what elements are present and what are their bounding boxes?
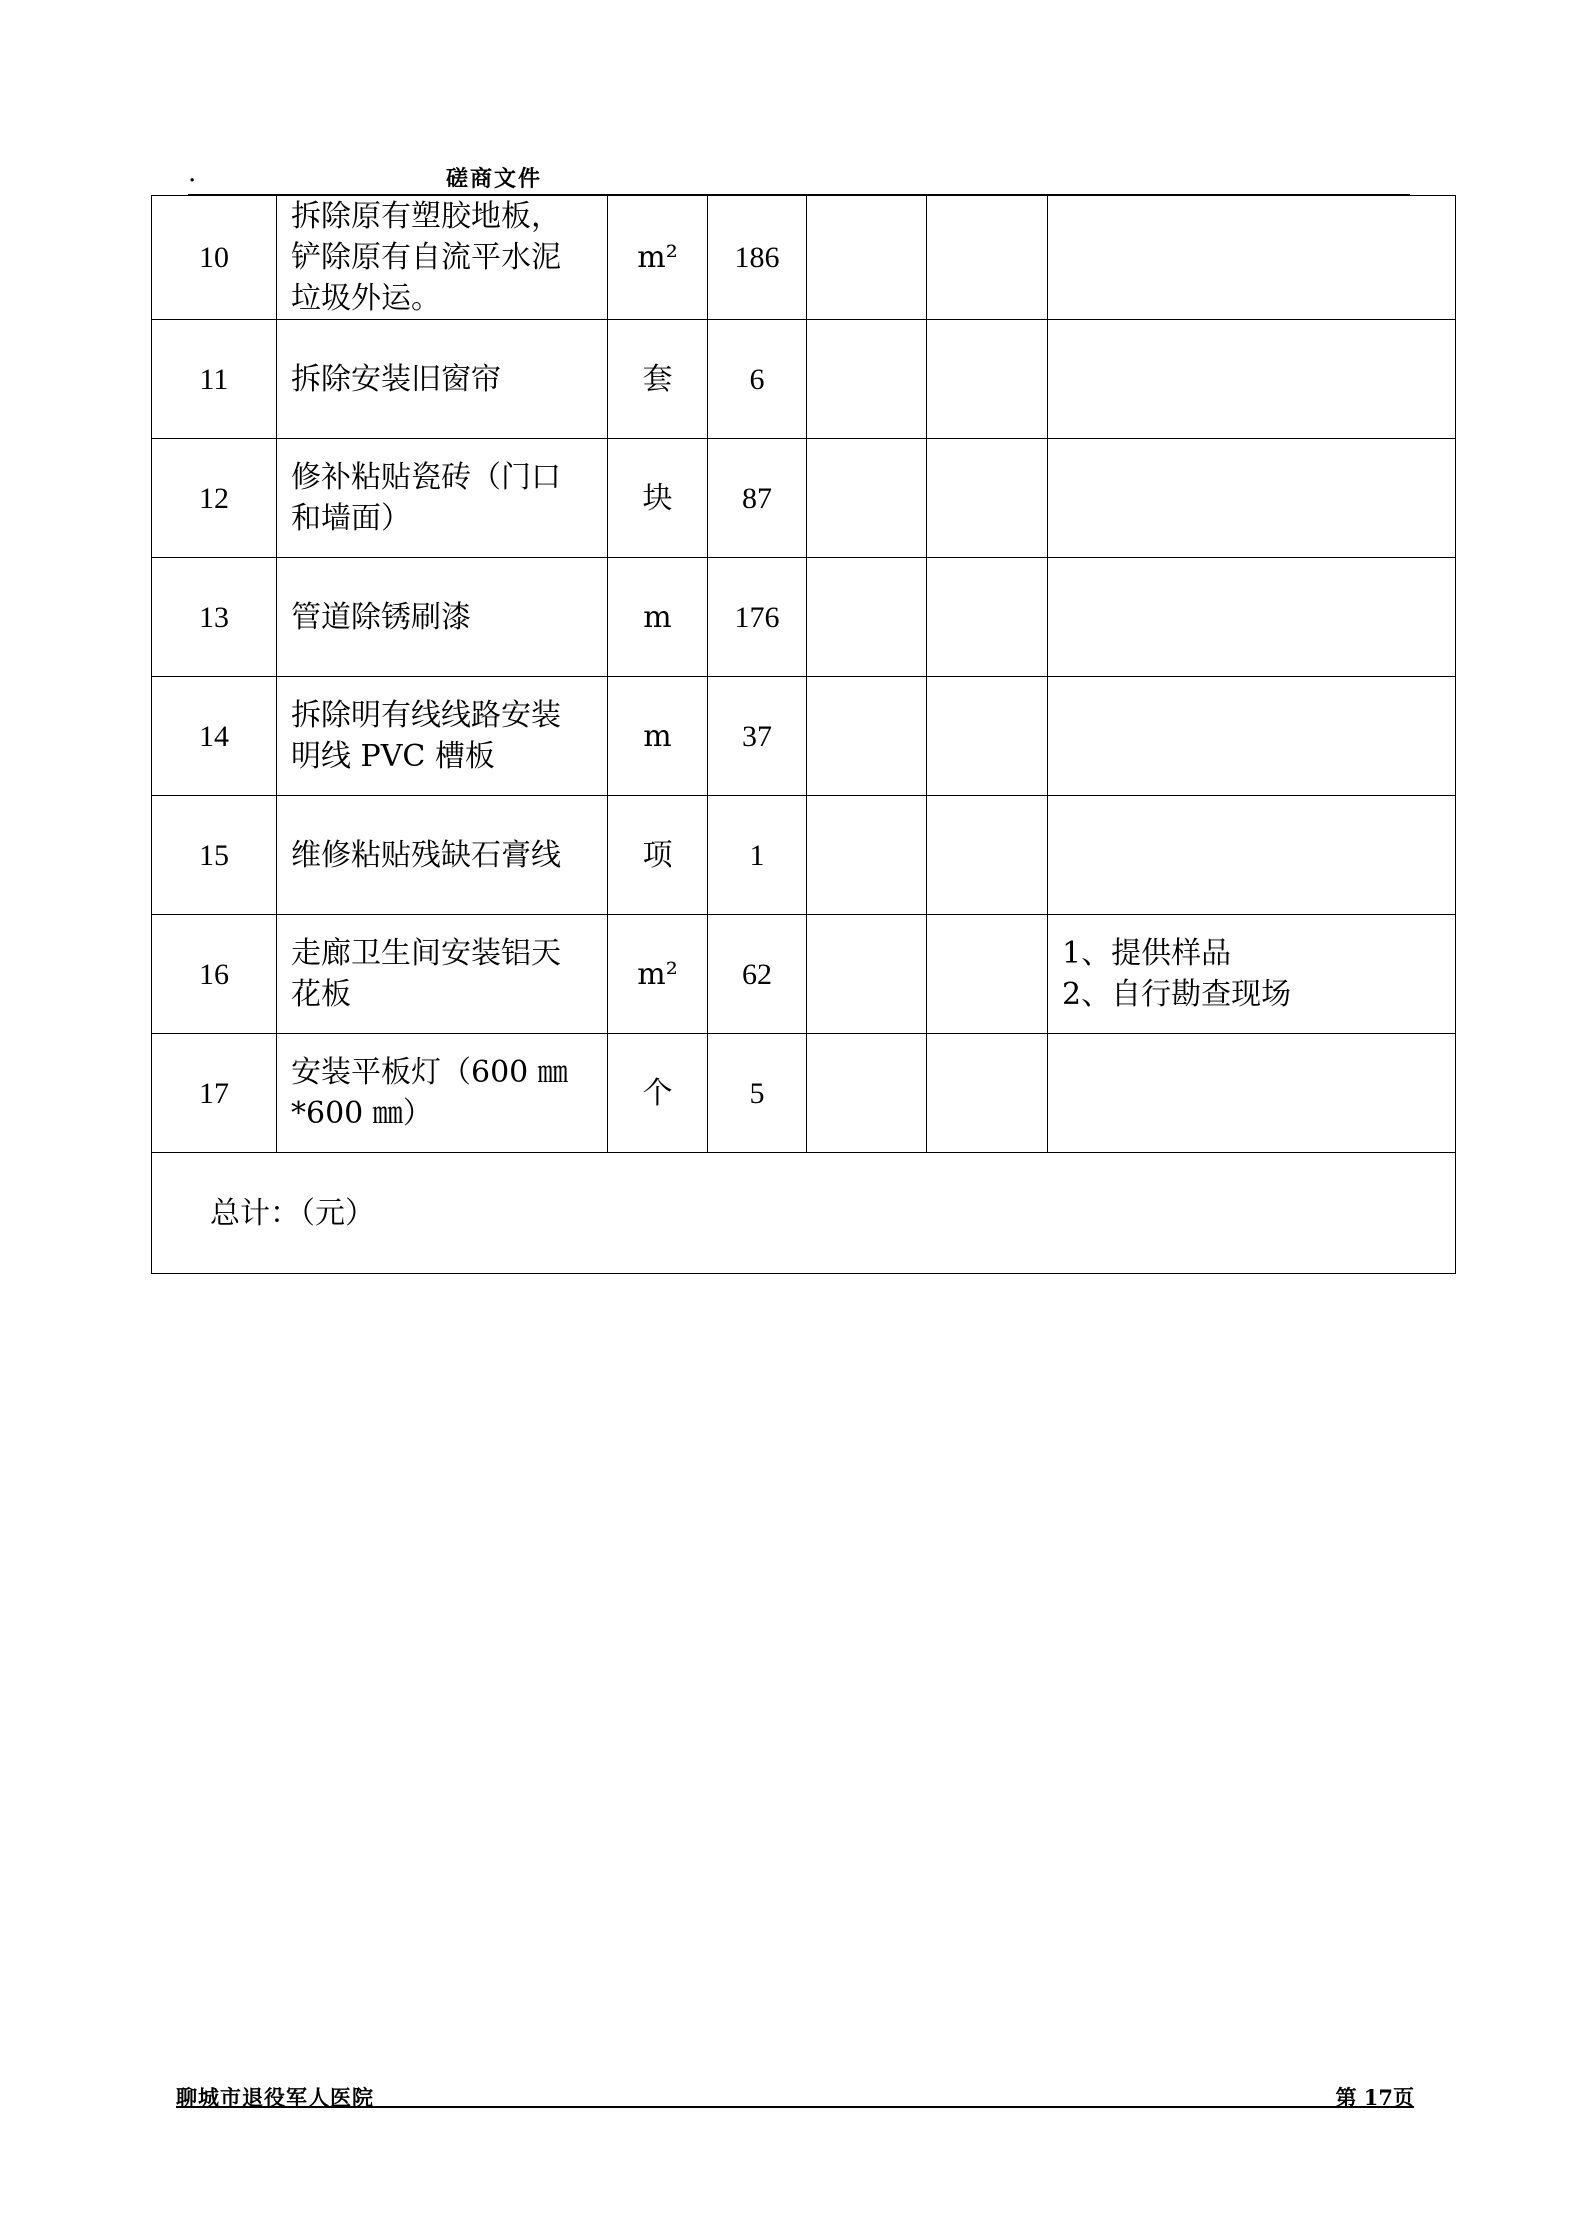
amount-cell [927, 439, 1048, 558]
note-cell [1048, 558, 1456, 677]
unit-cell: 个 [608, 1034, 708, 1153]
table-row [152, 196, 1456, 320]
quantity-cell: 37 [708, 677, 807, 796]
header-title: 磋商文件 [446, 166, 543, 192]
amount-cell [927, 1034, 1048, 1153]
item-name-line: 走廊卫生间安装铝天 [291, 936, 561, 971]
quantity-cell: 186 [708, 196, 807, 320]
table-row [152, 439, 1456, 558]
item-name [277, 796, 608, 915]
row-index: 16 [152, 915, 277, 1034]
unit-price-cell [807, 558, 927, 677]
quantity-cell: 1 [708, 796, 807, 915]
item-name [277, 915, 608, 1034]
item-name [277, 439, 608, 558]
unit-cell: 项 [608, 796, 708, 915]
item-name [277, 196, 608, 320]
item-name-line: 拆除安装旧窗帘 [291, 361, 501, 397]
row-index: 17 [152, 1034, 277, 1153]
item-name-line: 垃圾外运。 [291, 281, 441, 316]
row-index: 10 [152, 196, 277, 320]
unit-price-cell [807, 320, 927, 439]
total-label: 总计：（元） [152, 1153, 1456, 1274]
row-index: 14 [152, 677, 277, 796]
item-name-line: 铲除原有自流平水泥 [291, 240, 561, 275]
page-header [188, 160, 1410, 196]
quantity-cell: 87 [708, 439, 807, 558]
item-name-line: 拆除原有塑胶地板， [291, 199, 561, 234]
item-name [277, 320, 608, 439]
page-footer [176, 2082, 1414, 2108]
amount-cell [927, 558, 1048, 677]
item-name [277, 558, 608, 677]
item-name-line: 花板 [291, 977, 351, 1012]
item-name-line: 修补粘贴瓷砖（门口 [291, 460, 561, 495]
unit-price-cell [807, 796, 927, 915]
table-row [152, 320, 1456, 439]
unit-price-cell [807, 439, 927, 558]
quantity-cell: 62 [708, 915, 807, 1034]
unit-cell: 块 [608, 439, 708, 558]
row-index: 11 [152, 320, 277, 439]
table-row [152, 677, 1456, 796]
note-line: 2、自行勘查现场 [1062, 977, 1292, 1012]
unit-cell: m² [608, 915, 708, 1034]
item-name-line: 和墙面） [291, 501, 411, 536]
item-name [277, 1034, 608, 1153]
unit-price-cell [807, 677, 927, 796]
item-name-line: 明线 PVC 槽板 [291, 739, 495, 774]
unit-price-cell [807, 915, 927, 1034]
row-index: 15 [152, 796, 277, 915]
note-line: 1、提供样品 [1062, 936, 1232, 971]
table-row [152, 796, 1456, 915]
row-index: 13 [152, 558, 277, 677]
amount-cell [927, 677, 1048, 796]
row-index: 12 [152, 439, 277, 558]
item-name [277, 677, 608, 796]
footer-org: 聊城市退役军人医院 [176, 2085, 374, 2110]
header-marker: . [188, 158, 197, 188]
total-row [152, 1153, 1456, 1274]
quantity-cell: 176 [708, 558, 807, 677]
note-cell [1048, 439, 1456, 558]
unit-price-cell [807, 1034, 927, 1153]
footer-page-number: 第 17页 [1335, 2085, 1414, 2110]
unit-cell: m² [608, 196, 708, 320]
amount-cell [927, 796, 1048, 915]
item-name-line: *600 ㎜） [291, 1096, 433, 1131]
note-cell [1048, 796, 1456, 915]
quantity-cell: 5 [708, 1034, 807, 1153]
quantity-cell: 6 [708, 320, 807, 439]
note-cell [1048, 915, 1456, 1034]
note-cell [1048, 1034, 1456, 1153]
amount-cell [927, 320, 1048, 439]
item-name-line: 拆除明有线线路安装 [291, 698, 561, 733]
item-name-line: 管道除锈刷漆 [291, 599, 471, 635]
amount-cell [927, 196, 1048, 320]
note-cell [1048, 677, 1456, 796]
note-cell [1048, 320, 1456, 439]
table-row [152, 558, 1456, 677]
unit-cell: m [608, 558, 708, 677]
table-body [152, 196, 1456, 1153]
table-row [152, 915, 1456, 1034]
note-cell [1048, 196, 1456, 320]
table-row [152, 1034, 1456, 1153]
unit-price-cell [807, 196, 927, 320]
quotation-table [151, 195, 1456, 1274]
amount-cell [927, 915, 1048, 1034]
unit-cell: 套 [608, 320, 708, 439]
item-name-line: 安装平板灯（600 ㎜ [291, 1055, 568, 1090]
item-name-line: 维修粘贴残缺石膏线 [291, 837, 561, 873]
unit-cell: m [608, 677, 708, 796]
